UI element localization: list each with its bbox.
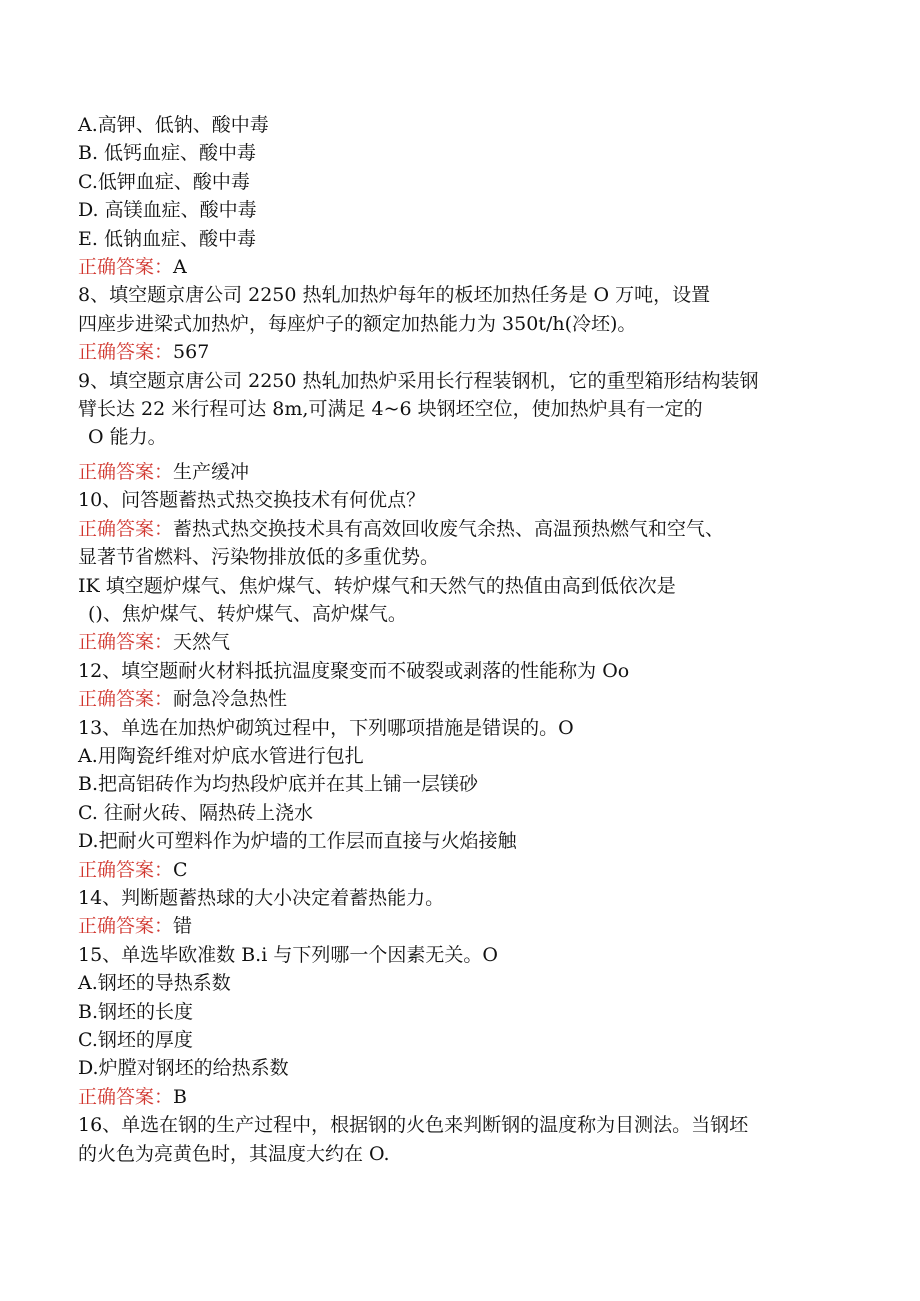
answer-value: 天然气 bbox=[173, 631, 231, 654]
q9-line-2: 臂长达 22 米行程可达 8m,可满足 4~6 块钢坯空位，使加热炉具有一定的 bbox=[78, 398, 703, 421]
q7-option-e: E. 低钠血症、酸中毒 bbox=[78, 227, 256, 250]
q15-option-d: D.炉膛对钢坯的给热系数 bbox=[78, 1057, 289, 1080]
q15-answer bbox=[78, 1083, 838, 1111]
answer-label: 正确答案： bbox=[78, 915, 174, 938]
answer-label: 正确答案： bbox=[78, 341, 174, 364]
answer-value: B bbox=[173, 1085, 187, 1108]
q11-answer bbox=[78, 628, 838, 656]
answer-label: 正确答案： bbox=[78, 631, 174, 654]
q8-line-1: 8、填空题京唐公司 2250 热轧加热炉每年的板坯加热任务是 O 万吨，设置 bbox=[78, 284, 711, 307]
answer-value: 错 bbox=[173, 915, 193, 938]
answer-label: 正确答案： bbox=[78, 858, 174, 881]
q15-option-a: A.钢坯的导热系数 bbox=[78, 972, 231, 995]
q11-line-1: IK 填空题炉煤气、焦炉煤气、转炉煤气和天然气的热值由高到低依次是 bbox=[78, 574, 676, 597]
answer-value: A bbox=[173, 256, 187, 279]
q14-line-1: 14、判断题蓄热球的大小决定着蓄热能力。 bbox=[78, 886, 445, 909]
answer-label: 正确答案： bbox=[78, 517, 174, 540]
answer-value: C bbox=[173, 858, 188, 881]
q12-answer bbox=[78, 685, 838, 713]
q13-line-1: 13、单选在加热炉砌筑过程中，下列哪项措施是错误的。O bbox=[78, 716, 574, 739]
q15-line-1: 15、单选毕欧准数 B.i 与下列哪一个因素无关。O bbox=[78, 943, 498, 966]
q7-option-c: C.低钾血症、酸中毒 bbox=[78, 170, 250, 193]
answer-value: 耐急冷急热性 bbox=[173, 688, 288, 711]
q10-answer-continued: 显著节省燃料、污染物排放低的多重优势。 bbox=[78, 546, 440, 569]
q10-line-1: 10、问答题蓄热式热交换技术有何优点？ bbox=[78, 489, 426, 512]
q13-answer bbox=[78, 856, 838, 884]
q9-line-1: 9、填空题京唐公司 2250 热轧加热炉采用长行程装钢机，它的重型箱形结构装钢 bbox=[78, 369, 759, 392]
q13-option-a: A.用陶瓷纤维对炉底水管进行包扎 bbox=[78, 744, 364, 767]
answer-label: 正确答案： bbox=[78, 1085, 174, 1108]
q16-line-2: 的火色为亮黄色时，其温度大约在 O. bbox=[78, 1142, 390, 1165]
q15-option-c: C.钢坯的厚度 bbox=[78, 1029, 193, 1051]
q13-option-c: C. 往耐火砖、隔热砖上浇水 bbox=[78, 801, 313, 824]
q8-line-2: 四座步进梁式加热炉，每座炉子的额定加热能力为 350t/h(冷坯)。 bbox=[78, 312, 637, 335]
document-page bbox=[78, 111, 838, 1168]
q13-option-b: B.把高铝砖作为均热段炉底并在其上铺一层镁砂 bbox=[78, 773, 479, 796]
q7-option-b: B. 低钙血症、酸中毒 bbox=[78, 142, 257, 165]
q9-answer bbox=[78, 458, 838, 486]
answer-label: 正确答案： bbox=[78, 256, 174, 279]
q16-line-1: 16、单选在钢的生产过程中，根据钢的火色来判断钢的温度称为目测法。当钢坯 bbox=[78, 1114, 749, 1137]
q8-answer bbox=[78, 338, 838, 366]
answer-label: 正确答案： bbox=[78, 460, 174, 483]
q11-line-2: ()、焦炉煤气、转炉煤气、高炉煤气。 bbox=[88, 602, 407, 625]
q12-line-1: 12、填空题耐火材料抵抗温度聚变而不破裂或剥落的性能称为 Oo bbox=[78, 659, 630, 682]
answer-label: 正确答案： bbox=[78, 688, 174, 711]
q14-answer bbox=[78, 912, 838, 940]
q7-option-a: A.高钾、低钠、酸中毒 bbox=[78, 114, 269, 136]
answer-value: 生产缓冲 bbox=[173, 460, 250, 483]
answer-value: 567 bbox=[173, 341, 210, 364]
q7-answer bbox=[78, 253, 838, 281]
q13-option-d: D.把耐火可塑料作为炉墙的工作层而直接与火焰接触 bbox=[78, 830, 517, 853]
q7-option-d: D. 高镁血症、酸中毒 bbox=[78, 199, 257, 222]
q10-answer bbox=[78, 515, 838, 543]
answer-value: 蓄热式热交换技术具有高效回收废气余热、高温预热燃气和空气、 bbox=[173, 517, 725, 540]
q9-line-3: O 能力。 bbox=[88, 426, 167, 449]
q15-option-b: B.钢坯的长度 bbox=[78, 1000, 194, 1023]
